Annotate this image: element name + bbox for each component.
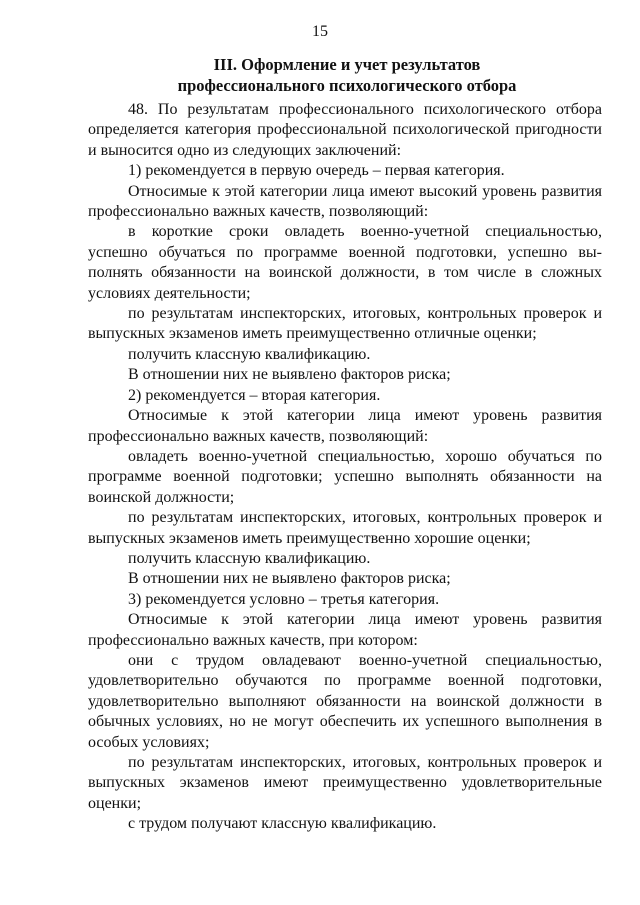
paragraph: они с трудом овладевают военно-учетной специальностью, удовлетворительно обучаются по программе военной подготовки, удовлетворительно выполняют обязанности на воинской должности в обычных условиях, но не могут обеспечить их успешного выполнения в особых условиях;: [88, 651, 602, 751]
section-heading-line-2: профессионального психологического отбора: [177, 76, 517, 95]
paragraph: по результатам инспекторских, итоговых, контрольных проверок и выпускных экзаменов иметь преимущественно хорошие оценки;: [88, 509, 602, 547]
paragraph: Относимые к этой категории лица имеют высокий уровень развития профессионально важных качеств, позволяющий:: [88, 182, 602, 221]
paragraph: овладеть военно-учетной специальностью, хорошо обучаться по программе военной подготовки; успешно выполнять обязанности на воинской должности;: [88, 447, 602, 506]
paragraph: по результатам инспекторских, итоговых, контрольных проверок и выпускных экзаменов иметь преимущественно отличные оценки;: [88, 305, 602, 343]
paragraph: 1) рекомендуется в первую очередь – первая категория.: [128, 162, 505, 180]
paragraph: получить классную квалификацию.: [128, 549, 371, 567]
paragraph: В отношении них не выявлено факторов риска;: [128, 570, 451, 588]
paragraph: 3) рекомендуется условно – третья категория.: [128, 590, 440, 608]
section-heading: [88, 54, 606, 96]
paragraph: получить классную квалификацию.: [128, 345, 371, 363]
paragraph: по результатам инспекторских, итоговых, контрольных проверок и выпускных экзаменов имеют преимущественно удовлетворительные оценки;: [88, 754, 602, 812]
paragraph: В отношении них не выявлено факторов риска;: [128, 366, 451, 384]
body-text: [88, 100, 602, 835]
paragraph: Относимые к этой категории лица имеют уровень развития профессионально важных качеств, при котором:: [88, 611, 602, 649]
page-number: 15: [312, 23, 328, 40]
paragraph: 2) рекомендуется – вторая категория.: [128, 386, 381, 404]
section-heading-line-1: III. Оформление и учет результатов: [213, 55, 481, 74]
paragraph: с трудом получают классную квалификацию.: [128, 815, 437, 833]
paragraph: Относимые к этой категории лица имеют уровень развития профессионально важных качеств, позволяющий:: [88, 407, 602, 445]
paragraph: 48. По результатам профессионального психологического отбора определяется категория профессиональной психологической пригодности и выносится одно из следующих заключений:: [88, 101, 602, 159]
paragraph: в короткие сроки овладеть военно-учетной специальностью, успешно обучаться по программе военной подготовки, успешно выполнять обязанности на воинской должности, в том числе в сложных условиях деятельности;: [88, 223, 602, 302]
